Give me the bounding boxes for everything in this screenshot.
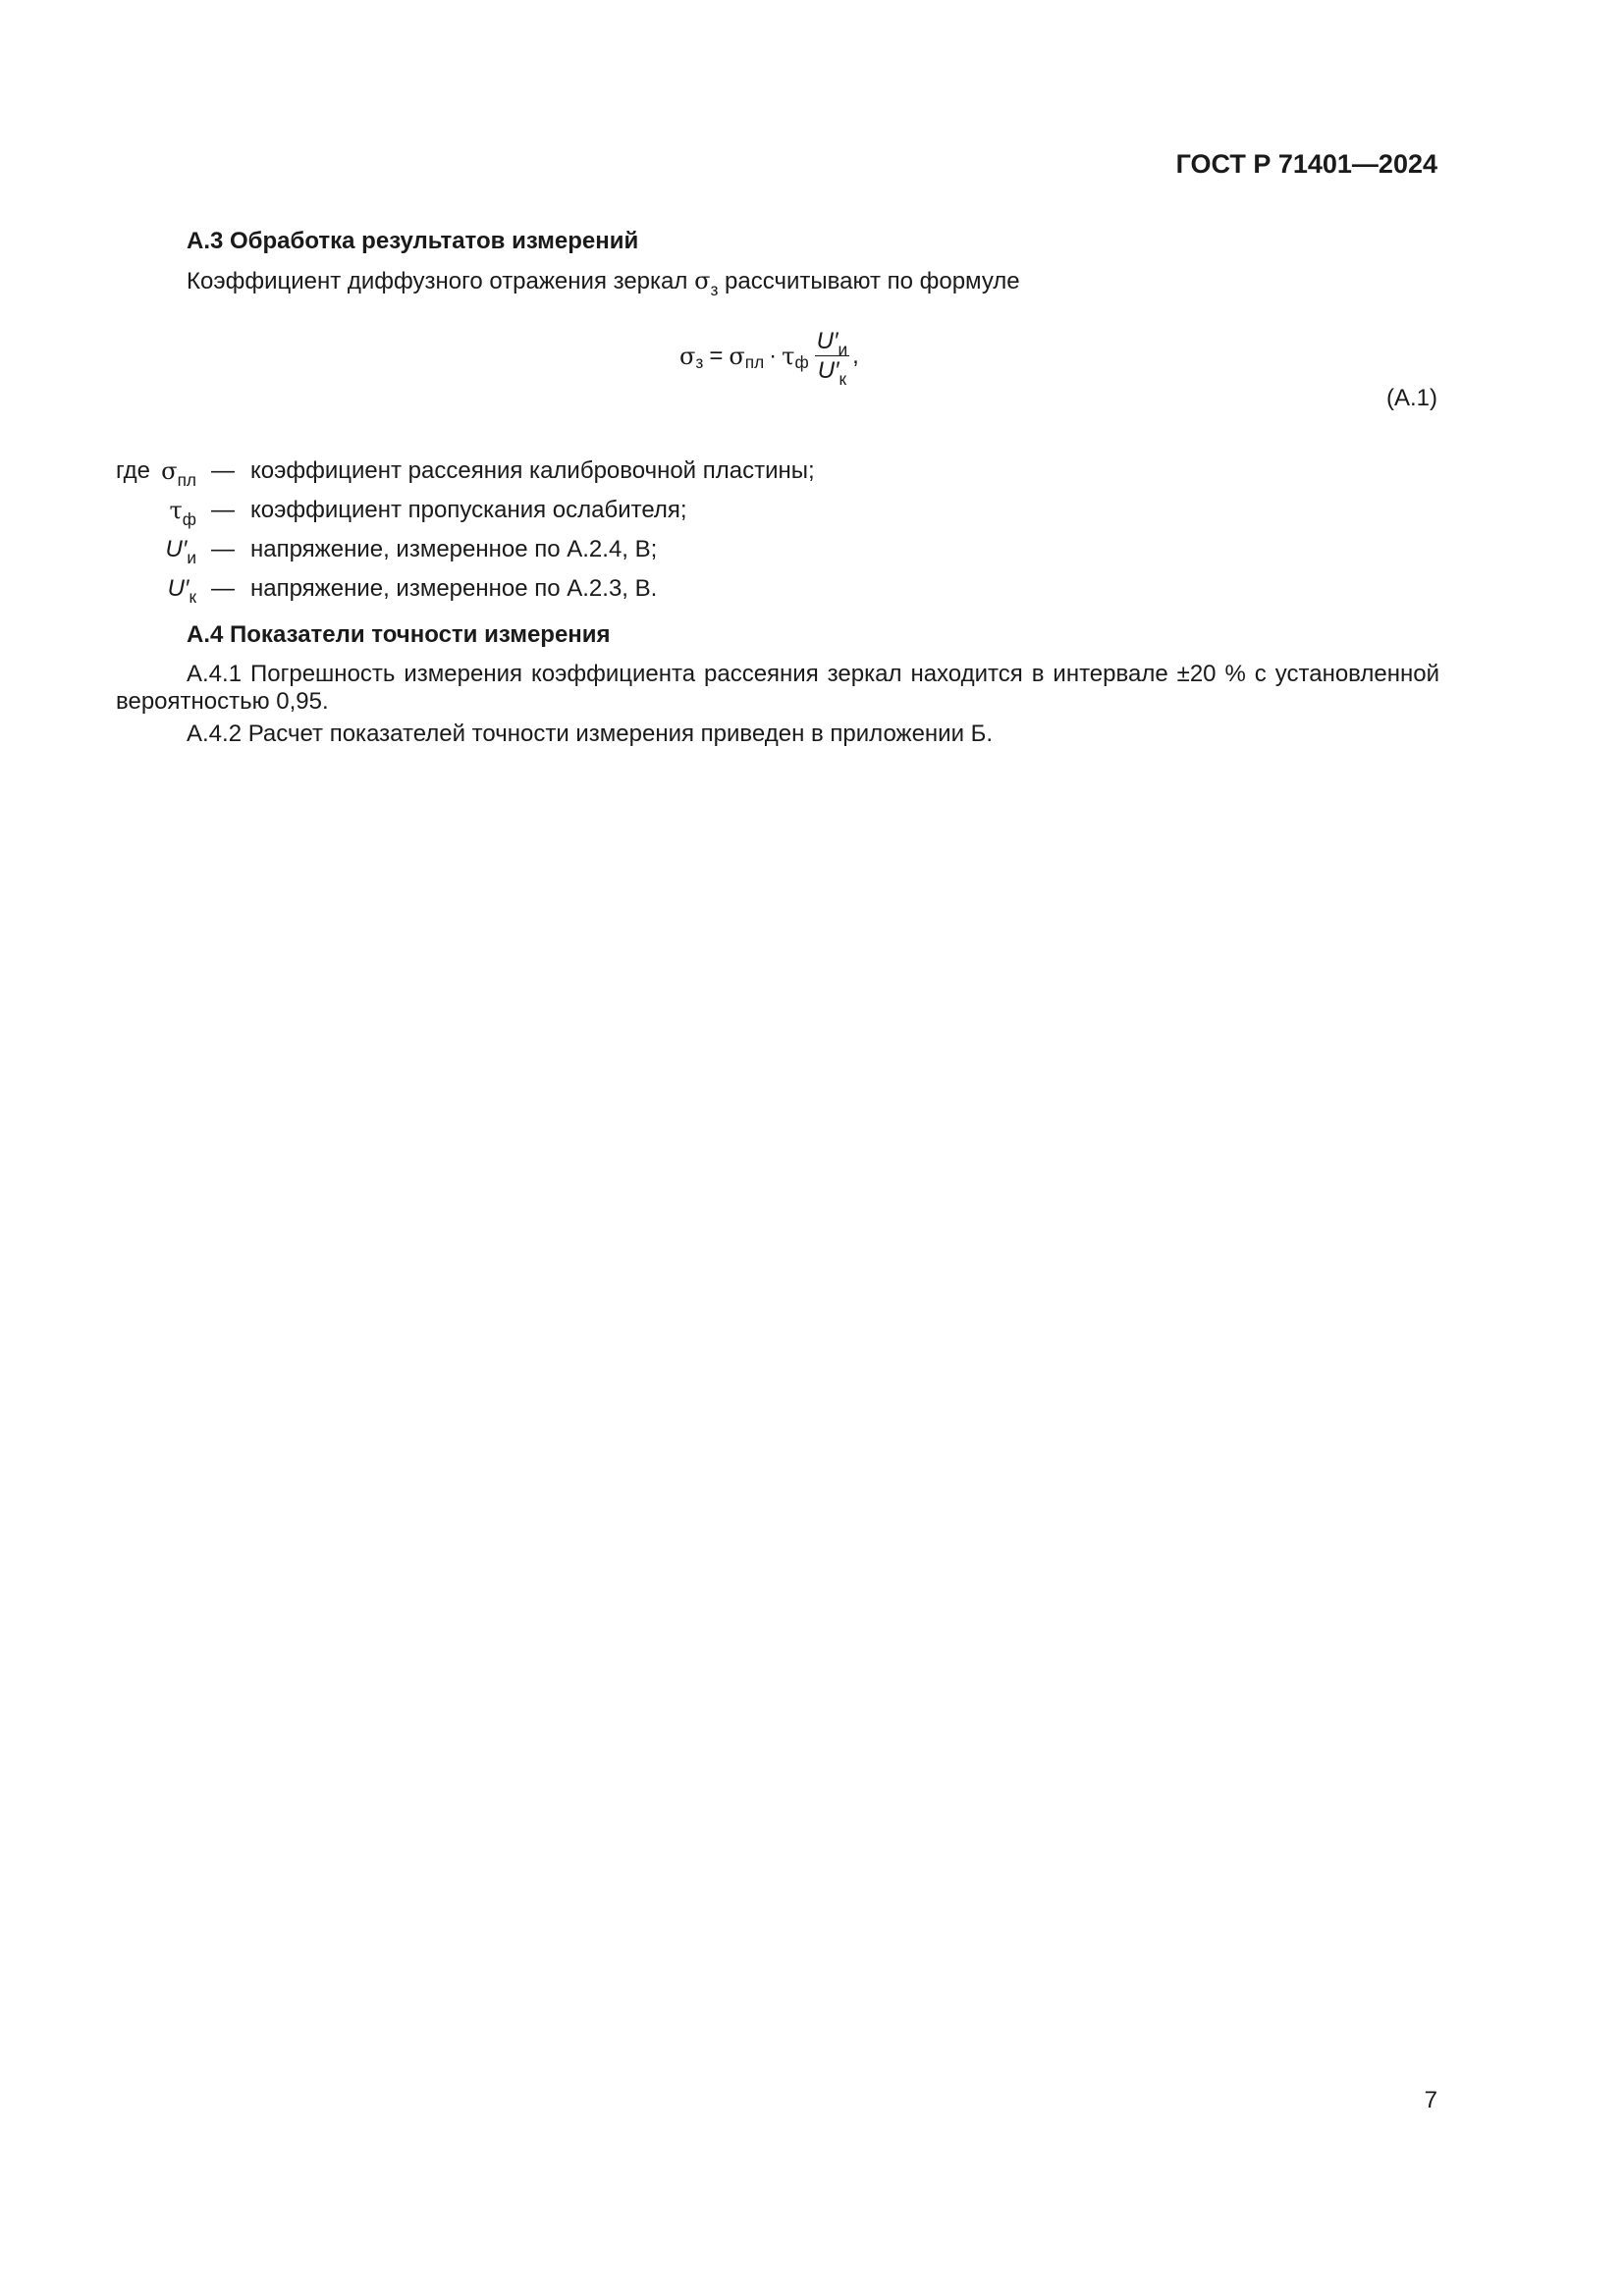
page-number: 7 — [1424, 2087, 1437, 2113]
section-a3-title: А.3 Обработка результатов измерений — [187, 228, 639, 254]
intro-subscript: з — [710, 279, 719, 299]
numerator-symbol: U′ — [816, 328, 839, 354]
numerator-subscript: и — [838, 339, 848, 359]
paragraph-a4-1: А.4.1 Погрешность измерения коэффициента рассеяния зеркал находится в интервале ±20 % с установленной вероятностью 0,95. — [116, 661, 1439, 715]
formula-number: (А.1) — [1385, 385, 1437, 411]
legend-dash: — — [211, 457, 235, 484]
formula-dot: · — [769, 342, 778, 369]
legend-item — [0, 497, 1624, 528]
formula-term2-subscript: ф — [794, 351, 809, 372]
legend-symbol: $U'_к$ — [167, 575, 196, 607]
legend-description: коэффициент рассеяния калибровочной пластины; — [250, 457, 815, 484]
legend-dash: — — [211, 497, 235, 523]
intro-text-before: Коэффициент диффузного отражения зеркал — [187, 268, 695, 294]
formula-equals: = — [709, 342, 724, 369]
formula-lhs-symbol: σ — [679, 342, 696, 370]
formula-term1-subscript: пл — [744, 351, 765, 372]
formula-term1-symbol: σ — [729, 342, 745, 370]
intro-text-after: рассчитывают по формуле — [718, 268, 1020, 294]
legend-description: коэффициент пропускания ослабителя; — [250, 497, 687, 523]
legend-description: напряжение, измеренное по А.2.3, В. — [250, 575, 658, 602]
formula-term2-symbol: τ — [782, 342, 795, 370]
section-a4-title: А.4 Показатели точности измерения — [187, 621, 611, 648]
formula-numerator — [815, 328, 850, 359]
formula-denominator — [816, 356, 848, 389]
legend-dash: — — [211, 575, 235, 602]
legend-item — [0, 536, 1624, 567]
denominator-subscript: к — [839, 368, 847, 389]
paragraph-a4-2: А.4.2 Расчет показателей точности измерения приведен в приложении Б. — [187, 721, 994, 747]
formula-comma: , — [852, 342, 859, 369]
document-code: ГОСТ Р 71401—2024 — [1175, 149, 1437, 179]
legend-dash: — — [211, 536, 235, 562]
legend-symbol: $U'_и$ — [165, 536, 196, 567]
legend-symbol: $\tau_ф$ — [169, 497, 196, 529]
legend-symbol: $\sigma_{пл}$ — [161, 457, 196, 490]
sigma-symbol: σ — [694, 267, 711, 294]
section-a3-intro — [187, 267, 1020, 299]
denominator-symbol: U′ — [817, 357, 839, 385]
formula-a1 — [679, 328, 859, 389]
formula-fraction — [815, 328, 850, 389]
legend-item — [0, 575, 1624, 607]
legend-where-label: где — [116, 457, 151, 484]
formula-lhs-subscript: з — [695, 351, 704, 372]
legend-description: напряжение, измеренное по А.2.4, В; — [250, 536, 658, 562]
legend-item — [0, 457, 1624, 489]
